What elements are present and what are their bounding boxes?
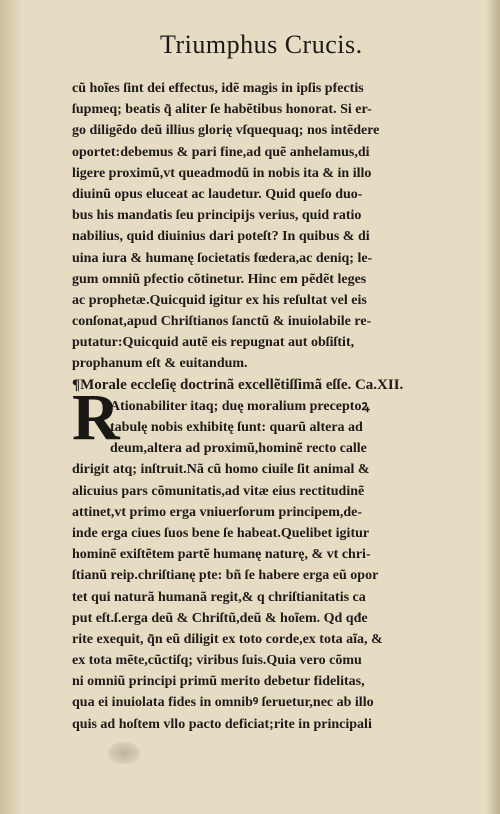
page-gutter-shadow	[0, 0, 22, 814]
text-line: ac prophetæ.Quicquid igitur ex his reſultat vel eis	[72, 292, 367, 308]
text-line: gum omniũ pfectio cõtinetur. Hinc em pẽdẽt leges	[72, 271, 367, 287]
text-line: hominẽ exiſtẽtem partẽ humanę naturę, & vt chri-	[72, 547, 371, 563]
text-line: rite exequit, q̃n eũ diligit ex toto corde,ex tota aĩa, &	[72, 631, 383, 647]
text-line: dirigit atq; inſtruit.Nã cũ homo ciuile ſit animal &	[72, 462, 370, 478]
text-line: quis ad hoſtem vllo pacto deficiat;rite in principali	[72, 716, 372, 732]
text-line: go diligẽdo deũ illius glorię vſquequaq; nos intẽdere	[72, 123, 380, 139]
text-line: tet qui naturã humanã regit,& q chriſtianitatis ca	[72, 589, 366, 605]
ink-smudge	[108, 742, 140, 764]
text-line: bus his mandatis ſeu principijs verius, quid ratio	[72, 208, 362, 224]
text-line: qua ei inuiolata fides in omnibꝰ ſeruetur,nec ab illo	[72, 695, 374, 711]
text-line: putatur:Quicquid autẽ eis repugnat aut obſiſtit,	[72, 335, 355, 351]
text-line: alicuius pars cõmunitatis,ad vitæ eius rectitudinẽ	[72, 483, 365, 499]
page-edge-shadow	[486, 0, 500, 814]
text-line: ſupmeq; beatis q̃ aliter ſe habẽtibus honorat. Si er-	[72, 102, 372, 118]
text-line: put eſt.ſ.erga deũ & Chriſtũ,deũ & hoĩem. Qd qđe	[72, 610, 368, 626]
text-line: inde erga ciues ſuos bene ſe habeat.Quelibet igitur	[72, 525, 370, 541]
text-line: ni omniũ principi primũ merito debetur fidelitas,	[72, 674, 365, 690]
body-text	[72, 78, 476, 735]
text-line: conſonat,apud Chriſtianos ſanctũ & inuiolabile re-	[72, 314, 372, 330]
text-line: attinet,vt primo erga vniuerſorum principem,de-	[72, 504, 363, 520]
text-line: oportet:debemus & pari fine,ad quẽ anhelamus,di	[72, 144, 370, 160]
text-line: uina iura & humanę ſocietatis fœdera,ac deniq; le-	[72, 250, 373, 266]
text-line: ſtianũ reip.chriſtianę pte: bñ ſe habere erga eũ opor	[72, 568, 379, 584]
text-line: nabilius, quid diuinius dari poteſt? In quibus & di	[72, 229, 370, 245]
running-head: Triumphus Crucis.	[160, 30, 363, 59]
text-line: diuinũ opus eluceat ac laudetur. Quid queſo duo-	[72, 186, 363, 202]
text-line: prophanum eſt & euitandum.	[72, 356, 248, 372]
text-line: deum,altera ad proximũ,hominẽ recto calle	[110, 441, 367, 457]
text-line: ligere proximũ,vt queadmodũ in nobis ita & in illo	[72, 165, 372, 181]
text-line: Ationabiliter itaq; duę moralium preceptoꝝ	[110, 398, 370, 414]
drop-initial: R	[72, 381, 120, 454]
text-line: ex tota mẽte,cũctiſq; viribus ſuis.Quia vero cõmu	[72, 653, 362, 669]
text-line: cũ hoĩes ſint dei effectus, idẽ magis in ipſis pfectis	[72, 81, 364, 96]
chapter-heading: ¶Morale eccleſię doctrinã excellẽtiſſimã eſſe. Ca.XII.	[72, 376, 404, 393]
text-line: tabulę nobis exhibitę ſunt: quarũ altera ad	[110, 420, 363, 435]
